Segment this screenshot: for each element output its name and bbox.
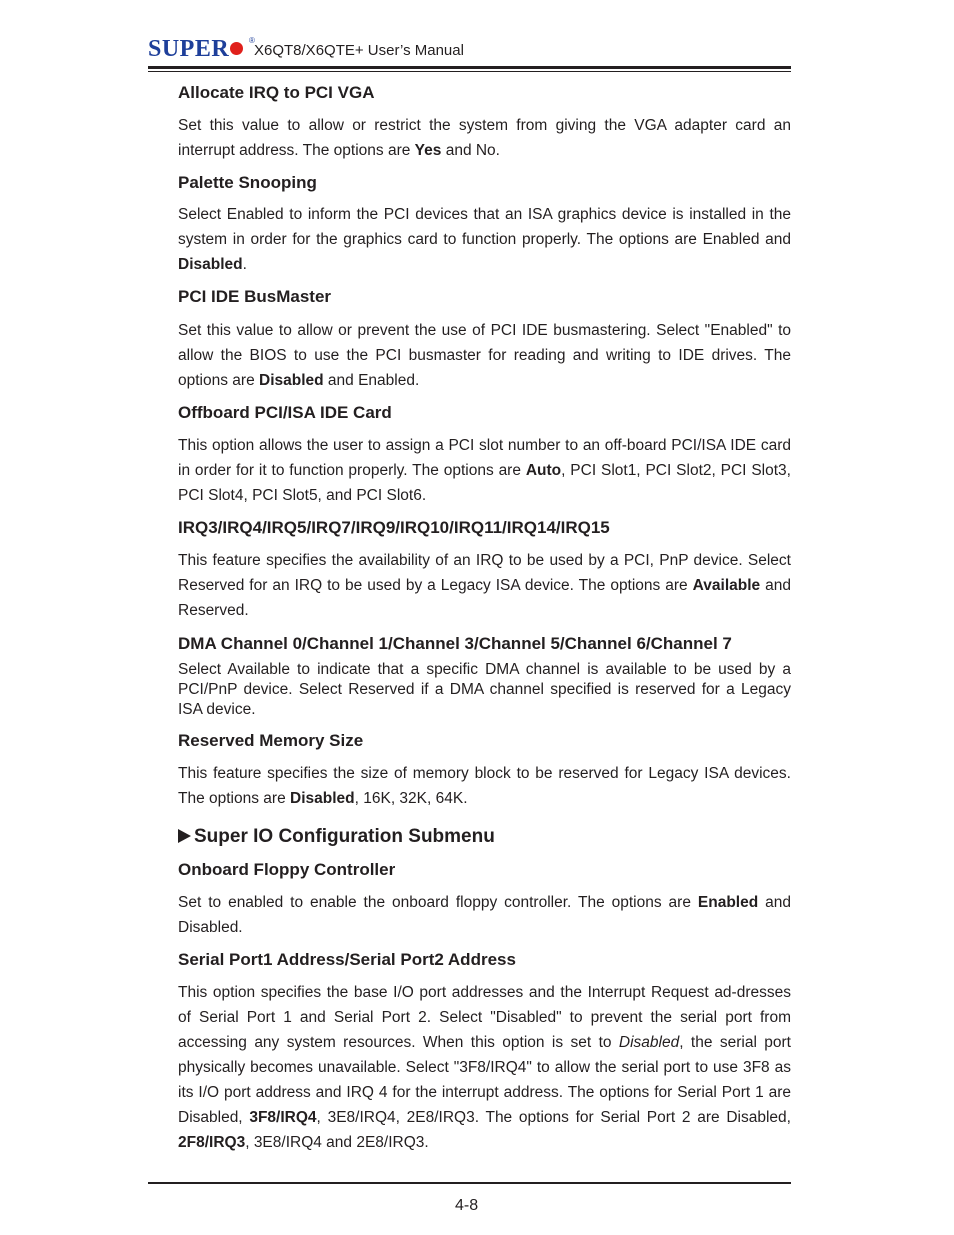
page-content	[178, 82, 791, 1155]
emphasized-option: Disabled	[259, 372, 324, 389]
submenu-super-io	[178, 825, 791, 849]
section-body: This feature specifies the size of memory block to be reserved for Legacy ISA devices. The options are Disabled, 16K, 32K, 64K.	[178, 765, 791, 807]
section-heading: DMA Channel 0/Channel 1/Channel 3/Channel 5/Channel 6/Channel 7	[178, 634, 732, 653]
emphasized-option: Enabled	[697, 894, 759, 911]
supermicro-logo	[148, 36, 255, 62]
emphasized-option: Yes	[414, 142, 442, 159]
logo-text: SUPER	[148, 36, 230, 62]
section-allocate-irq	[178, 82, 791, 163]
section-heading: PCI IDE BusMaster	[178, 287, 332, 306]
submenu-heading	[178, 825, 791, 849]
section-heading: Onboard Floppy Controller	[178, 860, 396, 879]
section-floppy-controller	[178, 859, 791, 940]
section-irq-list	[178, 517, 791, 623]
submenu-heading-text: Super IO Configuration Submenu	[194, 826, 495, 847]
section-heading: Serial Port1 Address/Serial Port2 Address	[178, 950, 516, 969]
section-heading: Allocate IRQ to PCI VGA	[178, 83, 375, 102]
emphasized-option: Auto	[525, 462, 562, 479]
section-body: Set this value to allow or prevent the use of PCI IDE busmastering. Select "Enabled" to allow the BIOS to use the PCI busmaster for reading and writing to IDE drives. The options are Disabled and Enabled.	[178, 322, 791, 389]
emphasized-option: 3F8/IRQ4	[249, 1109, 317, 1126]
section-heading: IRQ3/IRQ4/IRQ5/IRQ7/IRQ9/IRQ10/IRQ11/IRQ14/IRQ15	[178, 518, 610, 537]
section-serial-port-address	[178, 949, 791, 1155]
logo-registered-mark: ®	[249, 36, 255, 45]
triangle-right-icon	[178, 829, 191, 843]
section-heading: Offboard PCI/ISA IDE Card	[178, 403, 392, 422]
emphasized-option: 2F8/IRQ3	[178, 1134, 246, 1151]
emphasized-option: Disabled	[290, 790, 355, 807]
section-body: Set to enabled to enable the onboard floppy controller. The options are Enabled and Disabled.	[178, 894, 792, 936]
section-body: This feature specifies the availability of an IRQ to be used by a PCI, PnP device. Select Reserved for an IRQ to be used by a Legacy ISA device. The options are Available and Reserved.	[178, 552, 791, 619]
section-body: Select Enabled to inform the PCI devices that an ISA graphics device is installed in the system in order for the graphics card to function properly. The options are Enabled and Disabled.	[178, 206, 791, 273]
section-pci-ide-busmaster	[178, 286, 791, 393]
section-body: This option specifies the base I/O port addresses and the Interrupt Request ad-dresses of Serial Port 1 and Serial Port 2. Select "Disabled" to prevent the serial port from accessing any system resources. When this option is set to Disabled, the serial port physically becomes unavailable. Select "3F8/IRQ4" to allow the serial port to use 3F8 as its I/O port address and IRQ 4 for the interrupt address. The options for Serial Port 1 are Disabled, 3F8/IRQ4, 3E8/IRQ4, 2E8/IRQ3. The options for Serial Port 2 are Disabled, 2F8/IRQ3, 3E8/IRQ4 and 2E8/IRQ3.	[178, 984, 791, 1151]
page-number: 4-8	[455, 1197, 479, 1214]
section-dma-channel	[178, 632, 791, 720]
section-heading: Reserved Memory Size	[178, 731, 364, 750]
logo-red-dot-icon	[230, 42, 243, 55]
page-header	[148, 34, 791, 74]
section-body: Select Available to indicate that a specific DMA channel is available to be used by a PCI/PnP device. Select Reserved if a DMA channel specified is reserved for a Legacy ISA device.	[178, 661, 791, 718]
footer-rule	[148, 1182, 791, 1184]
section-offboard-ide-card	[178, 402, 791, 508]
emphasized-option: Available	[692, 577, 761, 594]
section-heading: Palette Snooping	[178, 173, 317, 192]
section-reserved-memory	[178, 730, 791, 811]
section-palette-snooping	[178, 172, 791, 277]
header-rule-thick	[148, 66, 791, 69]
emphasized-option: Disabled	[178, 256, 243, 273]
italic-term: Disabled	[618, 1034, 680, 1051]
section-body: This option allows the user to assign a PCI slot number to an off-board PCI/ISA IDE card in order for it to function properly. The options are Auto, PCI Slot1, PCI Slot2, PCI Slot3, PCI Slot4, PCI Slot5, and PCI Slot6.	[178, 437, 791, 504]
section-body: Set this value to allow or restrict the system from giving the VGA adapter card an interrupt address. The options are Yes and No.	[178, 117, 791, 159]
manual-title: X6QT8/X6QTE+ User’s Manual	[254, 42, 464, 59]
header-rule-thin	[148, 71, 791, 72]
